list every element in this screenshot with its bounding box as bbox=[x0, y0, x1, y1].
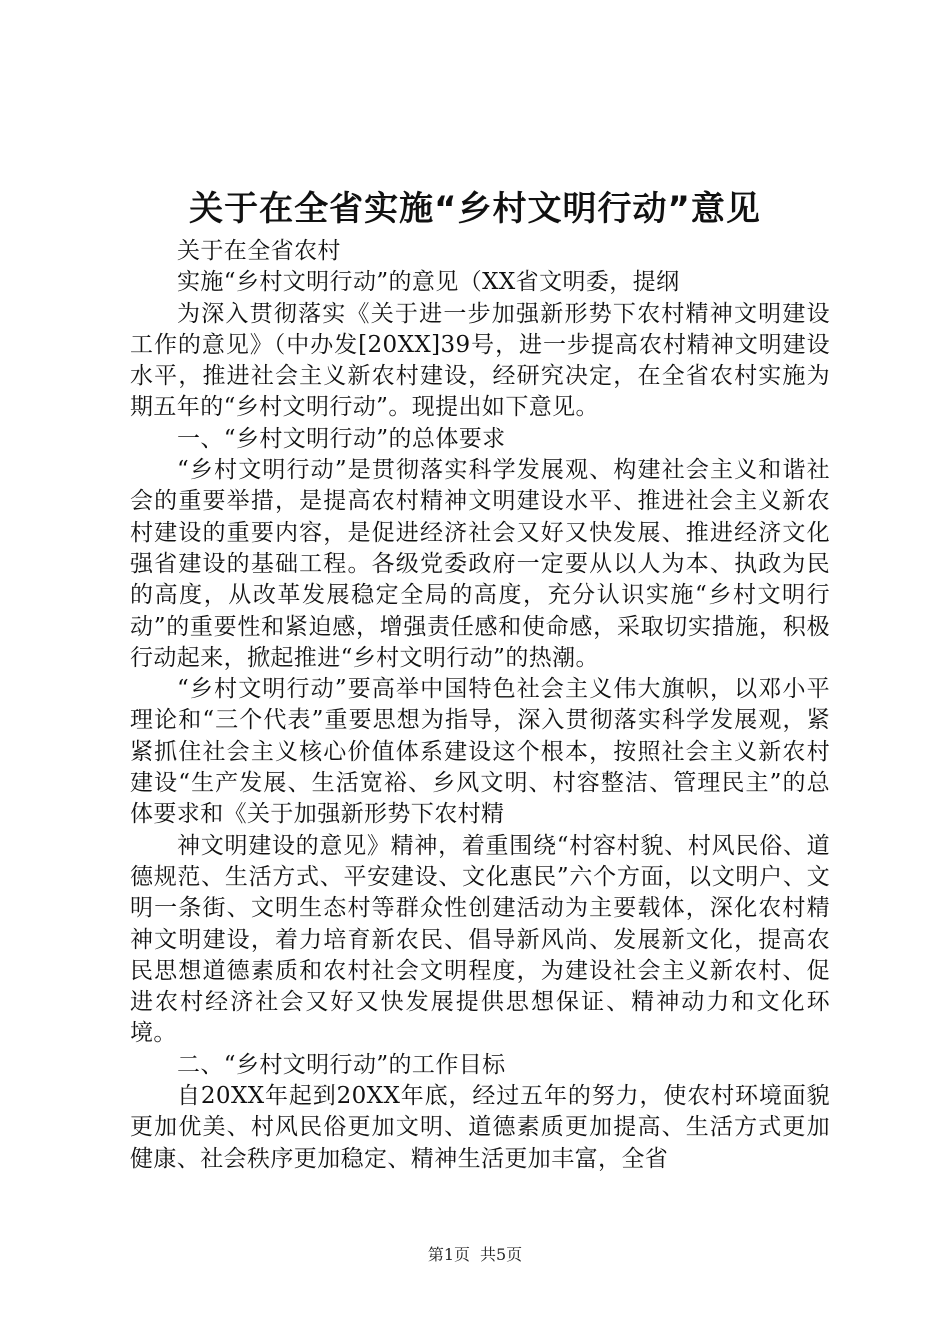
paragraph: “乡村文明行动”是贯彻落实科学发展观、构建社会主义和谐社会的重要举措，是提高农村精神文明建设水平、推进社会主义新农村建设的重要内容，是促进经济社会又好又快发展、推进经济文化强省建设的基础工程。各级党委政府一定要从以人为本、执政为民的高度，从改革发展稳定全局的高度，充分认识实施“乡村文明行动”的重要性和紧迫感，增强责任感和使命感，采取切实措施，积极行动起来，掀起推进“乡村文明行动”的热潮。 bbox=[130, 457, 830, 671]
page-number: 第1页 bbox=[427, 1245, 470, 1264]
paragraph: “乡村文明行动”要高举中国特色社会主义伟大旗帜，以邓小平理论和“三个代表”重要思想为指导，深入贯彻落实科学发展观，紧紧抓住社会主义核心价值体系建设这个根本，按照社会主义新农村建设“生产发展、生活宽裕、乡风文明、村容整洁、管理民主”的总体要求和《关于加强新形势下农村精 bbox=[130, 676, 830, 828]
section-heading: 一、“乡村文明行动”的总体要求 bbox=[177, 425, 506, 452]
document-title: 关于在全省实施“乡村文明行动”意见 bbox=[189, 189, 761, 229]
paragraph: 实施“乡村文明行动”的意见（XX省文明委，提纲 bbox=[177, 269, 680, 296]
document-body bbox=[130, 236, 830, 1175]
section-heading: 二、“乡村文明行动”的工作目标 bbox=[177, 1051, 506, 1078]
paragraph: 自20XX年起到20XX年底，经过五年的努力，使农村环境面貌更加优美、村风民俗更加文明、道德素质更加提高、生活方式更加健康、社会秩序更加稳定、精神生活更加丰富，全省 bbox=[130, 1083, 830, 1172]
page-footer bbox=[0, 1244, 950, 1266]
paragraph: 神文明建设的意见》精神，着重围绕“村容村貌、村风民俗、道德规范、生活方式、平安建设、文化惠民”六个方面，以文明户、文明一条街、文明生态村等群众性创建活动为主要载体，深化农村精神文明建设，着力培育新农民、倡导新风尚、发展新文化，提高农民思想道德素质和农村社会文明程度，为建设社会主义新农村、促进农村经济社会又好又快发展提供思想保证、精神动力和文化环境。 bbox=[130, 832, 830, 1047]
page-total: 共5页 bbox=[480, 1245, 523, 1264]
paragraph: 关于在全省农村 bbox=[177, 238, 341, 264]
paragraph: 为深入贯彻落实《关于进一步加强新形势下农村精神文明建设工作的意见》（中办发[20XX]39号，进一步提高农村精神文明建设水平，推进社会主义新农村建设，经研究决定，在全省农村实施为期五年的“乡村文明行动”。现提出如下意见。 bbox=[130, 300, 830, 421]
